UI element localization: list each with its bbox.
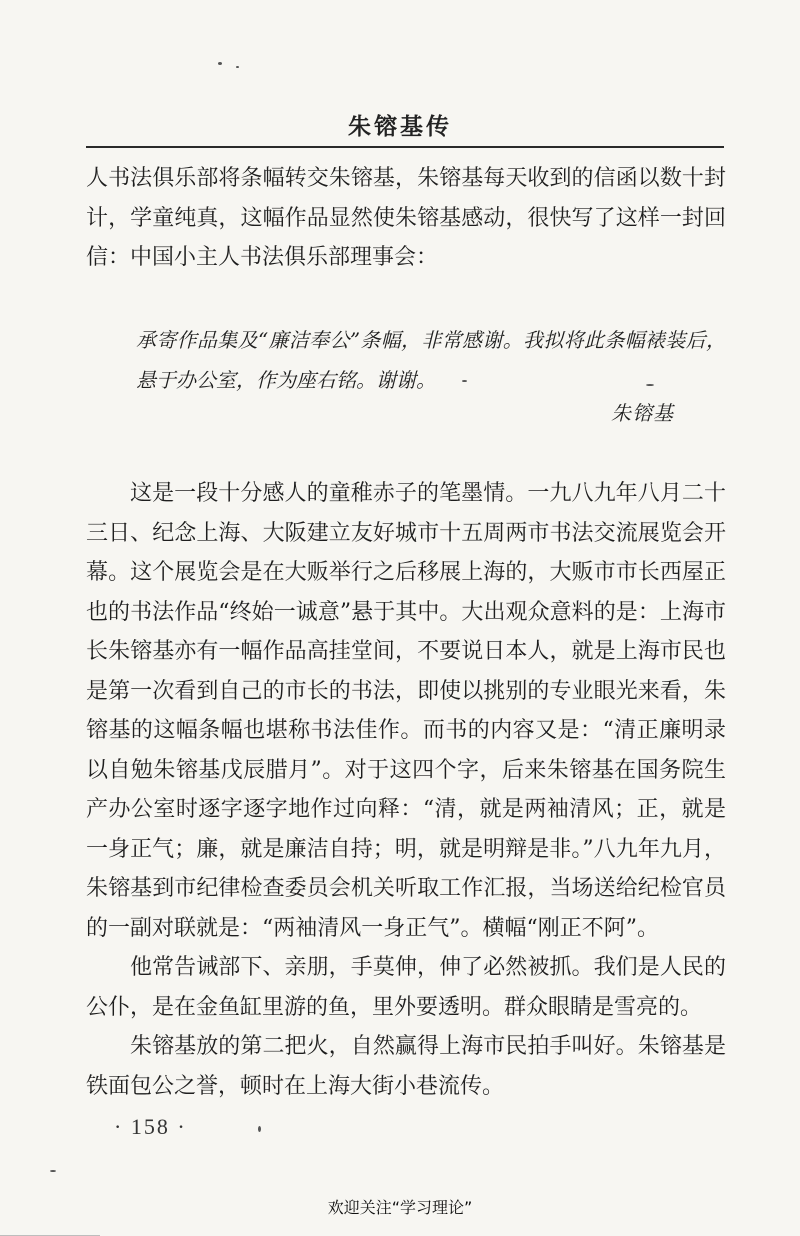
main-text: [86, 474, 726, 1106]
scan-speck: [50, 1170, 56, 1172]
scan-speck: [236, 66, 239, 68]
scan-speck: [646, 384, 654, 386]
letter-body: 承寄作品集及“廉洁奉公”条幅，非常感谢。我拟将此条幅裱装后，悬于办公室，作为座右铭。谢谢。: [136, 328, 726, 392]
paragraph-2: 他常告诫部下、亲朋，手莫伸，伸了必然被抓。我们是人民的公仆，是在金鱼缸里游的鱼，里外要透明。群众眼睛是雪亮的。: [86, 955, 726, 1020]
intro-text: 人书法俱乐部将条幅转交朱镕基，朱镕基每天收到的信函以数十封计，学童纯真，这幅作品显然使朱镕基感动，很快写了这样一封回信：中国小主人书法俱乐部理事会：: [86, 166, 726, 270]
footer-note: 欢迎关注“学习理论”: [327, 1198, 473, 1217]
scan-speck: [258, 1126, 261, 1132]
running-header-title: 朱镕基传: [348, 113, 452, 140]
header-rule: [86, 146, 724, 148]
page-number: · 158 ·: [114, 1114, 187, 1139]
scan-speck: [462, 380, 467, 382]
intro-paragraph: [86, 159, 726, 278]
letter-signature: 朱镕基: [611, 401, 674, 425]
paragraph-3: 朱镕基放的第二把火，自然赢得上海市民拍手叫好。朱镕基是铁面包公之誉，顿时在上海大街小巷流传。: [86, 1034, 726, 1099]
scan-speck: [218, 62, 222, 65]
paragraph-1: 这是一段十分感人的童稚赤子的笔墨情。一九八九年八月二十三日、纪念上海、大阪建立友好城市十五周两市书法交流展览会开幕。这个展览会是在大贩举行之后移展上海的，大贩市市长西屋正也的书法作品“终始一诚意”悬于其中。大出观众意料的是：上海市长朱镕基亦有一幅作品高挂堂间，不要说日本人，就是上海市民也是第一次看到自己的市长的书法，即使以挑别的专业眼光来看，朱镕基的这幅条幅也堪称书法佳作。而书的内容又是：“清正廉明录以自勉朱镕基戊辰腊月”。对于这四个字，后来朱镕基在国务院生产办公室时逐字逐字地作过向释：“清，就是两袖清风；正，就是一身正气；廉，就是廉洁自持；明，就是明辩是非。”八九年九月，朱镕基到市纪律检查委员会机关听取工作汇报，当场送给纪检官员的一副对联就是：“两袖清风一身正气”。横幅“刚正不阿”。: [86, 481, 726, 941]
quoted-letter: [136, 320, 726, 400]
